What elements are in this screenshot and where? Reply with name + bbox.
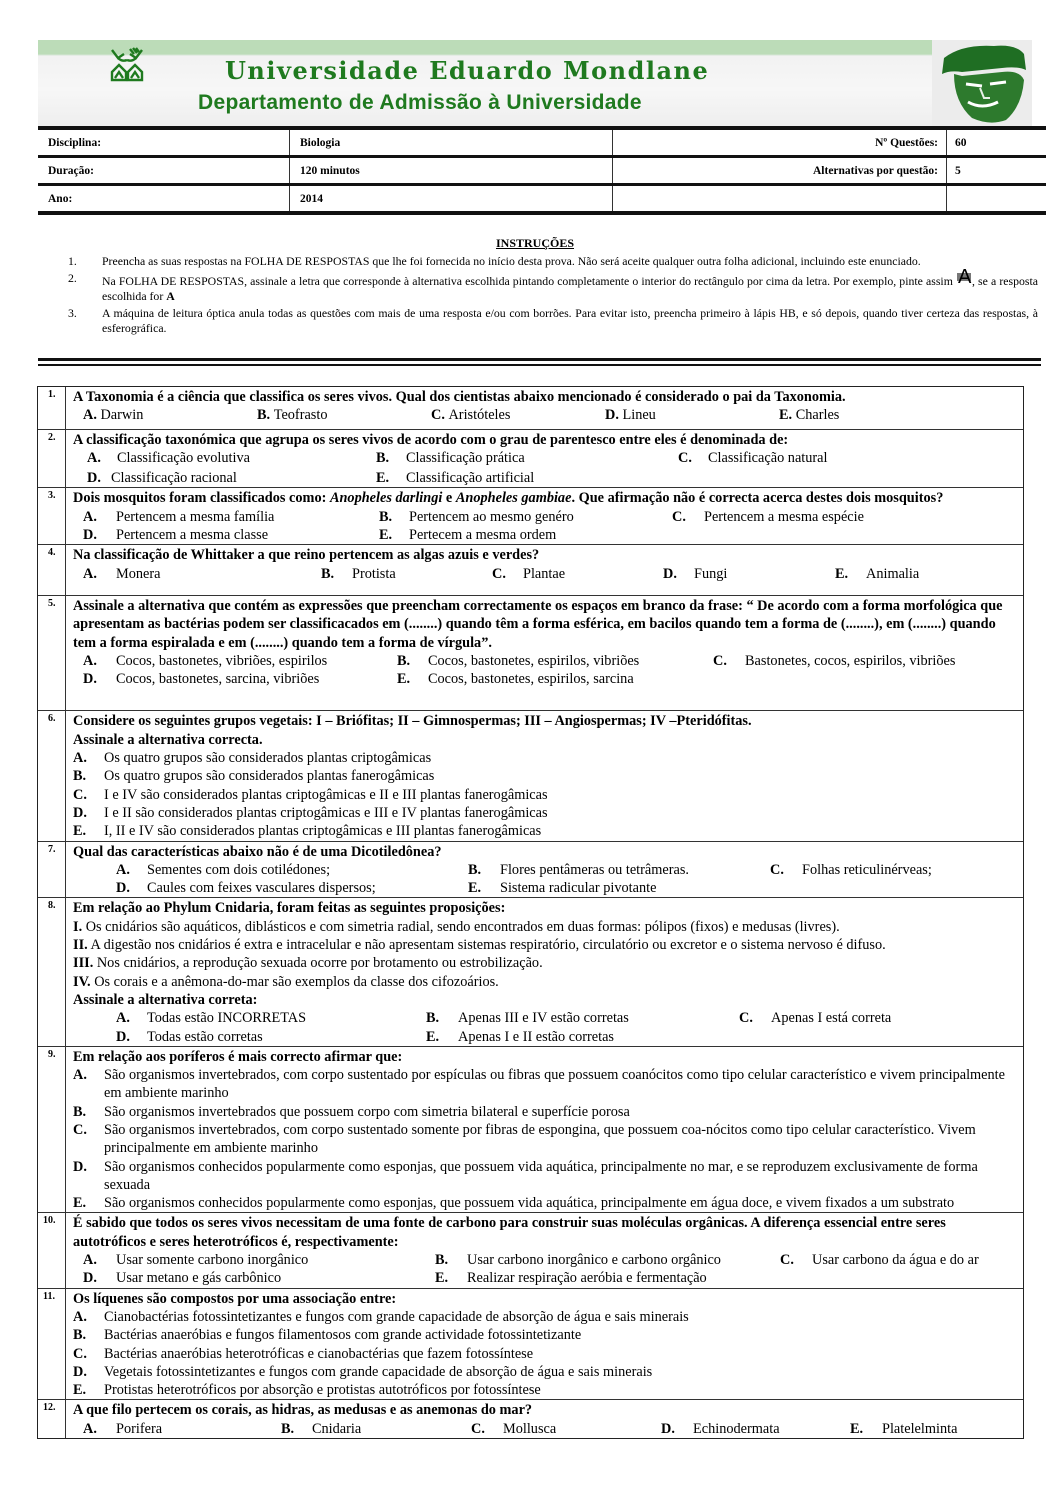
option-text: Bastonetes, cocos, espirilos, vibriões [745,652,956,669]
option-letter: E. [379,527,393,544]
option-c[interactable] [672,508,864,526]
instruction-number: 3. [68,306,77,320]
question-number: 1. [38,387,66,429]
option-letter: A. [83,508,97,525]
proposition [73,973,1017,991]
instruction-text-part: , se a resposta escolhida for [102,274,1038,303]
question-11 [38,1289,1023,1401]
option-letter: E. [835,565,849,582]
option-e[interactable] [73,822,1017,840]
option-text: Cocos, bastonetes, espirilos, vibriões [428,652,640,669]
question-stem [73,489,1017,507]
option-text: I, II e IV são considerados plantas criptogâmicas e III plantas fanerogâmicas [104,823,542,840]
option-c[interactable] [678,449,828,467]
question-stem: Em relação aos poríferos é mais correcto afirmar que: [73,1048,403,1065]
question-7 [38,842,1023,899]
discipline-label: Disciplina: [38,130,290,157]
option-b[interactable] [73,1326,1017,1344]
option-a[interactable] [87,449,376,467]
instruction-text [102,266,1038,304]
question-stem: A que filo pertecem os corais, as hidras, as medusas e as anemonas do mar? [73,1402,533,1419]
uem-logo-icon [110,46,144,84]
option-letter: A. [73,1067,87,1084]
option-d[interactable] [73,1363,1017,1381]
option-letter: E. [73,1382,87,1399]
option-letter: E. [397,671,411,688]
option-d[interactable] [73,1158,1017,1195]
question-instruction: Assinale a alternativa correta: [73,991,258,1008]
option-letter: E. [468,880,482,897]
option-text: Porifera [116,1420,163,1437]
header-banner [38,40,1032,126]
option-letter: D. [116,880,130,897]
option-text: Realizar respiração aeróbia e fermentação [467,1270,707,1287]
option-letter: B. [468,861,482,878]
option-text: Protista [352,565,396,582]
answer-letter: A [166,289,175,303]
option-letter: C. [672,508,686,525]
question-2 [38,430,1023,489]
option-text: Os quatro grupos são considerados plantas criptogâmicas [104,750,432,767]
option-e[interactable] [779,406,839,424]
option-b[interactable] [321,565,492,583]
duration-value: 120 minutos [290,157,613,185]
option-letter: D. [73,1158,87,1175]
option-letter: C. [431,407,445,424]
alternatives-label: Alternativas por questão: [613,157,947,185]
empty-cell [947,185,1047,214]
option-text: Cocos, bastonetes, sarcina, vibriões [116,671,320,688]
option-c[interactable] [713,652,955,670]
option-letter: B. [73,1327,87,1344]
option-text: Cianobactérias fotossintetizantes e fungos com grande capacidade de absorção de água e sais minerais [104,1308,689,1325]
question-6 [38,711,1023,841]
option-text: Teofrasto [273,407,328,424]
option-text: Todas estão INCORRETAS [147,1010,307,1027]
option-letter: D. [605,407,619,424]
option-a[interactable] [73,1066,1017,1103]
option-letter: A. [116,1010,130,1027]
question-number: 10. [38,1213,66,1287]
option-letter: B. [376,449,390,466]
questions-value: 60 [947,130,1047,157]
option-a[interactable] [116,861,468,879]
option-letter: B. [426,1010,440,1027]
option-letter: E. [779,407,793,424]
department-name: Departamento de Admissão à Universidade [198,91,642,114]
option-c[interactable] [73,786,1017,804]
option-e[interactable] [850,1420,957,1438]
year-value: 2014 [290,185,613,214]
option-b[interactable] [397,652,713,670]
question-number: 12. [38,1400,66,1438]
option-text: Folhas reticulinérveas; [802,861,932,878]
option-e[interactable] [397,670,634,688]
option-text: Sementes com dois cotilédones; [147,861,331,878]
instructions-list [68,254,1038,338]
option-e[interactable] [376,469,534,487]
option-letter: A. [73,1308,87,1325]
option-a[interactable] [83,652,397,670]
option-letter: B. [281,1420,295,1437]
option-a[interactable] [83,406,257,424]
option-c[interactable] [73,1121,1017,1158]
option-c[interactable] [471,1420,661,1438]
option-d[interactable] [661,1420,850,1438]
option-letter: D. [663,565,677,582]
proposition-number: I. [73,918,83,935]
option-text: Pertencem a mesma classe [116,527,269,544]
option-letter: E. [376,470,390,487]
instruction-text: Preencha as suas respostas na FOLHA DE RESPOSTAS que lhe foi fornecida no início desta prova. Não será aceite qualquer outra folha adicional, incluindo este enunciado. [102,254,921,268]
question-number: 8. [38,898,66,1045]
portrait-icon [932,40,1032,126]
instruction-number: 2. [68,271,77,285]
option-letter: B. [321,565,335,582]
question-number: 5. [38,596,66,710]
option-text: Apenas I e II estão corretas [458,1028,614,1045]
option-d[interactable] [83,1269,435,1287]
option-text: São organismos invertebrados, com corpo sustentado por espículas ou fibras que possuem coanócitos como tipo celular característico e vivem principalmente em ambiente marinho [104,1067,1005,1102]
option-d[interactable] [87,469,376,487]
option-text: Apenas I está correta [771,1010,892,1027]
option-text: Pertecem a mesma ordem [409,527,557,544]
option-e[interactable] [435,1269,707,1287]
question-1 [38,387,1023,430]
exam-info-table [38,130,1046,215]
option-text: Usar somente carbono inorgânico [116,1252,309,1269]
discipline-value: Biologia [290,130,613,157]
option-d[interactable] [116,879,468,897]
stem-part: . Que afirmação não é correcta acerca destes dois mosquitos? [571,490,944,507]
option-text: Aristóteles [448,407,511,424]
option-e[interactable] [73,1381,1017,1399]
option-letter: E. [73,1195,87,1212]
option-letter: E. [850,1420,864,1437]
option-e[interactable] [426,1028,614,1046]
option-letter: D. [116,1028,130,1045]
option-letter: A. [83,1252,97,1269]
question-stem: Considere os seguintes grupos vegetais: I – Briófitas; II – Gimnospermas; III – Angiospermas; IV –Pteridófitas. [73,713,752,730]
instruction-number: 1. [68,254,77,268]
proposition-number: II. [73,937,88,954]
question-8 [38,898,1023,1046]
option-e[interactable] [73,1194,1017,1212]
proposition-text: A digestão nos cnidários é extra e intracelular e não apresentam sistemas respiratório, circulatório ou excretor e o sistema nervoso é difuso. [87,937,886,954]
questions-label: Nº Questões: [613,130,947,157]
option-b[interactable] [73,1103,1017,1121]
option-letter: B. [379,508,393,525]
alternatives-value: 5 [947,157,1047,185]
option-text: São organismos invertebrados, com corpo sustentado somente por fibras de espongina, que possuem coa-nócitos como tipo celular característico. Vivem principalmente em ambiente marinho [104,1121,976,1157]
option-b[interactable] [379,508,672,526]
option-text: Platelelminta [882,1420,958,1437]
question-stem: É sabido que todos os seres vivos necessitam de uma fonte de carbono para construir suas moléculas orgânicas. A diferença essencial entre seres autotróficos e seres heterotróficos é, respectivamente: [73,1215,946,1250]
option-text: Sistema radicular pivotante [500,880,657,897]
question-stem: Assinale a alternativa que contém as expressões que preencham correctamente os espaços em branco da frase: “ De acordo com a forma morfológica que apresentam as bactérias podem ser classificacados em (........) quando têm a forma esférica, em bacilos quando tem a forma de (........), em (........) quando tem a forma espiralada e em (........) quando tem a forma de vírgula”. [73,597,1003,651]
option-letter: C. [471,1420,485,1437]
proposition-number: IV. [73,973,91,990]
option-letter: A. [83,652,97,669]
option-text: Usar metano e gás carbônico [116,1270,282,1287]
option-text: Protistas heterotróficos por absorção e protistas autotróficos por fotossíntese [104,1382,541,1399]
option-e[interactable] [379,526,556,544]
stem-part: e [442,490,456,507]
question-12 [38,1400,1023,1438]
question-number: 9. [38,1047,66,1213]
proposition-text: Nos cnidários, a reprodução sexuada ocorre por brotamento ou estrobilização. [93,955,543,972]
option-text: Usar carbono inorgânico e carbono orgânico [467,1252,721,1269]
option-letter: D. [661,1420,675,1437]
option-e[interactable] [835,565,919,583]
shaded-answer-example-icon [957,266,972,288]
option-letter: C. [739,1010,753,1027]
option-a[interactable] [116,1009,426,1027]
option-text: Echinodermata [693,1420,780,1437]
option-a[interactable] [83,508,379,526]
instruction-item [68,266,1038,304]
example-letter: A [957,266,972,288]
question-number: 6. [38,711,66,840]
option-d[interactable] [116,1028,426,1046]
section-divider [38,358,1041,361]
instruction-text-part: Na FOLHA DE RESPOSTAS, assinale a letra que corresponde à alternativa escolhida pintando completamente o interior do rectângulo por cima da letra. Por exemplo, pinte assim [102,274,956,288]
question-3 [38,488,1023,545]
option-letter: B. [257,407,271,424]
option-text: Cocos, bastonetes, espirilos, sarcina [428,671,634,688]
option-letter: C. [492,565,506,582]
option-d[interactable] [605,406,779,424]
option-letter: D. [73,1363,87,1380]
option-letter: B. [73,768,87,785]
section-divider [38,364,1041,366]
questions-list [37,386,1024,1439]
question-4 [38,545,1023,596]
option-letter: B. [397,652,411,669]
species-name: Anopheles darlingi [329,490,443,507]
option-letter: C. [73,786,87,803]
option-text: Bactérias anaeróbias e fungos filamentosos com grande actividade fotossintetizante [104,1327,582,1344]
option-text: Pertencem a mesma espécie [704,508,864,525]
option-text: I e II são considerados plantas criptogâmicas e III e IV plantas fanerogâmicas [104,804,548,821]
option-text: São organismos conhecidos popularmente como esponjas, que possuem vida aquática, principalmente no mar, e se reproduzem exclusivamente de forma sexuada [104,1158,978,1193]
option-letter: D. [83,1270,97,1287]
proposition-number: III. [73,955,94,972]
option-d[interactable] [83,670,397,688]
option-c[interactable] [73,1345,1017,1363]
option-letter: A. [87,449,101,466]
option-letter: A. [73,750,87,767]
option-letter: C. [780,1252,794,1269]
option-letter: A. [83,407,97,424]
university-name: Universidade Eduardo Mondlane [225,56,710,85]
option-text: Usar carbono da água e do ar [812,1252,979,1269]
option-letter: D. [73,804,87,821]
option-letter: C. [73,1345,87,1362]
option-text: Monera [116,565,161,582]
question-9 [38,1047,1023,1214]
option-text: São organismos invertebrados que possuem corpo com simetria bilateral e superfície porosa [104,1103,630,1120]
option-text: Classificação prática [406,449,525,466]
option-text: Darwin [100,407,144,424]
proposition [73,918,1017,936]
option-text: Plantae [523,565,566,582]
question-10 [38,1213,1023,1288]
option-text: Lineu [622,407,656,424]
option-c[interactable] [431,406,605,424]
option-letter: A. [116,861,130,878]
option-d[interactable] [83,526,379,544]
question-number: 11. [38,1289,66,1400]
option-text: Classificação evolutiva [117,449,250,466]
option-text: Caules com feixes vasculares dispersos; [147,880,376,897]
question-number: 3. [38,488,66,544]
option-letter: E. [426,1028,440,1045]
option-text: Fungi [694,565,728,582]
option-b[interactable] [376,449,678,467]
option-b[interactable] [257,406,431,424]
option-text: Apenas III e IV estão corretas [458,1010,629,1027]
option-text: Classificação natural [708,449,828,466]
option-letter: C. [713,652,727,669]
option-text: I e IV são considerados plantas criptogâmicas e II e III plantas fanerogâmicas [104,786,548,803]
option-b[interactable] [281,1420,471,1438]
option-a[interactable] [83,1420,281,1438]
option-a[interactable] [83,565,321,583]
option-a[interactable] [73,1308,1017,1326]
option-text: Flores pentâmeras ou tetrâmeras. [500,861,689,878]
option-c[interactable] [780,1251,979,1269]
option-letter: D. [87,470,101,487]
instruction-item [68,306,1038,336]
option-d[interactable] [73,804,1017,822]
stem-part: Dois mosquitos foram classificados como: [73,490,330,507]
option-text: Animalia [866,565,920,582]
year-label: Ano: [38,185,290,214]
option-text: Pertencem ao mesmo genéro [409,508,574,525]
option-b[interactable] [426,1009,739,1027]
option-letter: B. [73,1103,87,1120]
instruction-item [68,254,1038,269]
option-text: Todas estão corretas [147,1028,263,1045]
option-letter: A. [83,565,97,582]
question-instruction: Assinale a alternativa correcta. [73,731,263,748]
instruction-text: A máquina de leitura óptica anula todas as questões com mais de uma resposta e/ou com borrões. Para evitar isto, preencha primeiro à lápis HB, e só depois, quando tiver certeza das respostas, à esferográfica. [102,306,1038,335]
question-number: 4. [38,545,66,595]
question-stem: Os líquenes são compostos por uma associação entre: [73,1290,397,1307]
option-text: Classificação racional [111,470,237,487]
empty-cell [613,185,947,214]
proposition-text: Os cnidários são aquáticos, diblásticos e com simetria radial, sendo encontrados em duas formas: pólipos (fixos) e medusas (livres). [82,918,840,935]
option-text: Mollusca [503,1420,557,1437]
proposition-text: Os corais e a anêmona-do-mar são exemplos da classe dos cifozoários. [90,973,499,990]
question-number: 7. [38,842,66,898]
option-text: Vegetais fotossintetizantes e fungos com grande capacidade de absorção de água e sais minerais [104,1363,653,1380]
option-c[interactable] [770,861,932,879]
question-number: 2. [38,430,66,488]
option-b[interactable] [468,861,770,879]
option-letter: A. [83,1420,97,1437]
option-text: Pertencem a mesma família [116,508,275,525]
option-e[interactable] [468,879,656,897]
option-b[interactable] [73,767,1017,785]
option-text: Cocos, bastonetes, vibriões, espirilos [116,652,328,669]
species-name: Anopheles gambiae [455,490,572,507]
option-letter: C. [678,449,692,466]
option-text: Charles [795,407,840,424]
question-stem: A Taxonomia é a ciência que classifica os seres vivos. Qual dos cientistas abaixo mencionado é considerado o pai da Taxonomia. [73,389,846,405]
duration-label: Duração: [38,157,290,185]
question-5 [38,596,1023,711]
option-letter: E. [73,823,87,840]
option-a[interactable] [73,749,1017,767]
option-d[interactable] [663,565,835,583]
instructions-title: INSTRUÇÕES [495,236,575,250]
proposition [73,954,1017,972]
proposition [73,936,1017,954]
option-letter: C. [770,861,784,878]
option-letter: E. [435,1270,449,1287]
option-a[interactable] [83,1251,435,1269]
option-c[interactable] [739,1009,891,1027]
option-text: Os quatro grupos são considerados plantas fanerogâmicas [104,768,435,785]
question-stem: Em relação ao Phylum Cnidaria, foram feitas as seguintes proposições: [73,900,506,917]
option-text: Cnidaria [312,1420,362,1437]
option-c[interactable] [492,565,663,583]
option-b[interactable] [435,1251,780,1269]
option-letter: D. [83,671,97,688]
question-stem: Qual das características abaixo não é de uma Dicotiledônea? [73,843,442,860]
option-text: Classificação artificial [406,470,535,487]
question-stem: Na classificação de Whittaker a que reino pertencem as algas azuis e verdes? [73,547,540,564]
option-letter: D. [83,527,97,544]
option-letter: C. [73,1121,87,1138]
option-letter: B. [435,1252,449,1269]
question-stem: A classificação taxonómica que agrupa os seres vivos de acordo com o grau de parentesco entre eles é denominada de: [73,431,789,448]
option-text: Bactérias anaeróbias heterotróficas e cianobactérias que fazem fotossíntese [104,1345,534,1362]
option-text: São organismos conhecidos popularmente como esponjas, que possuem vida aquática, principalmente em água doce, e vivem fixados a um substrato [104,1195,955,1212]
